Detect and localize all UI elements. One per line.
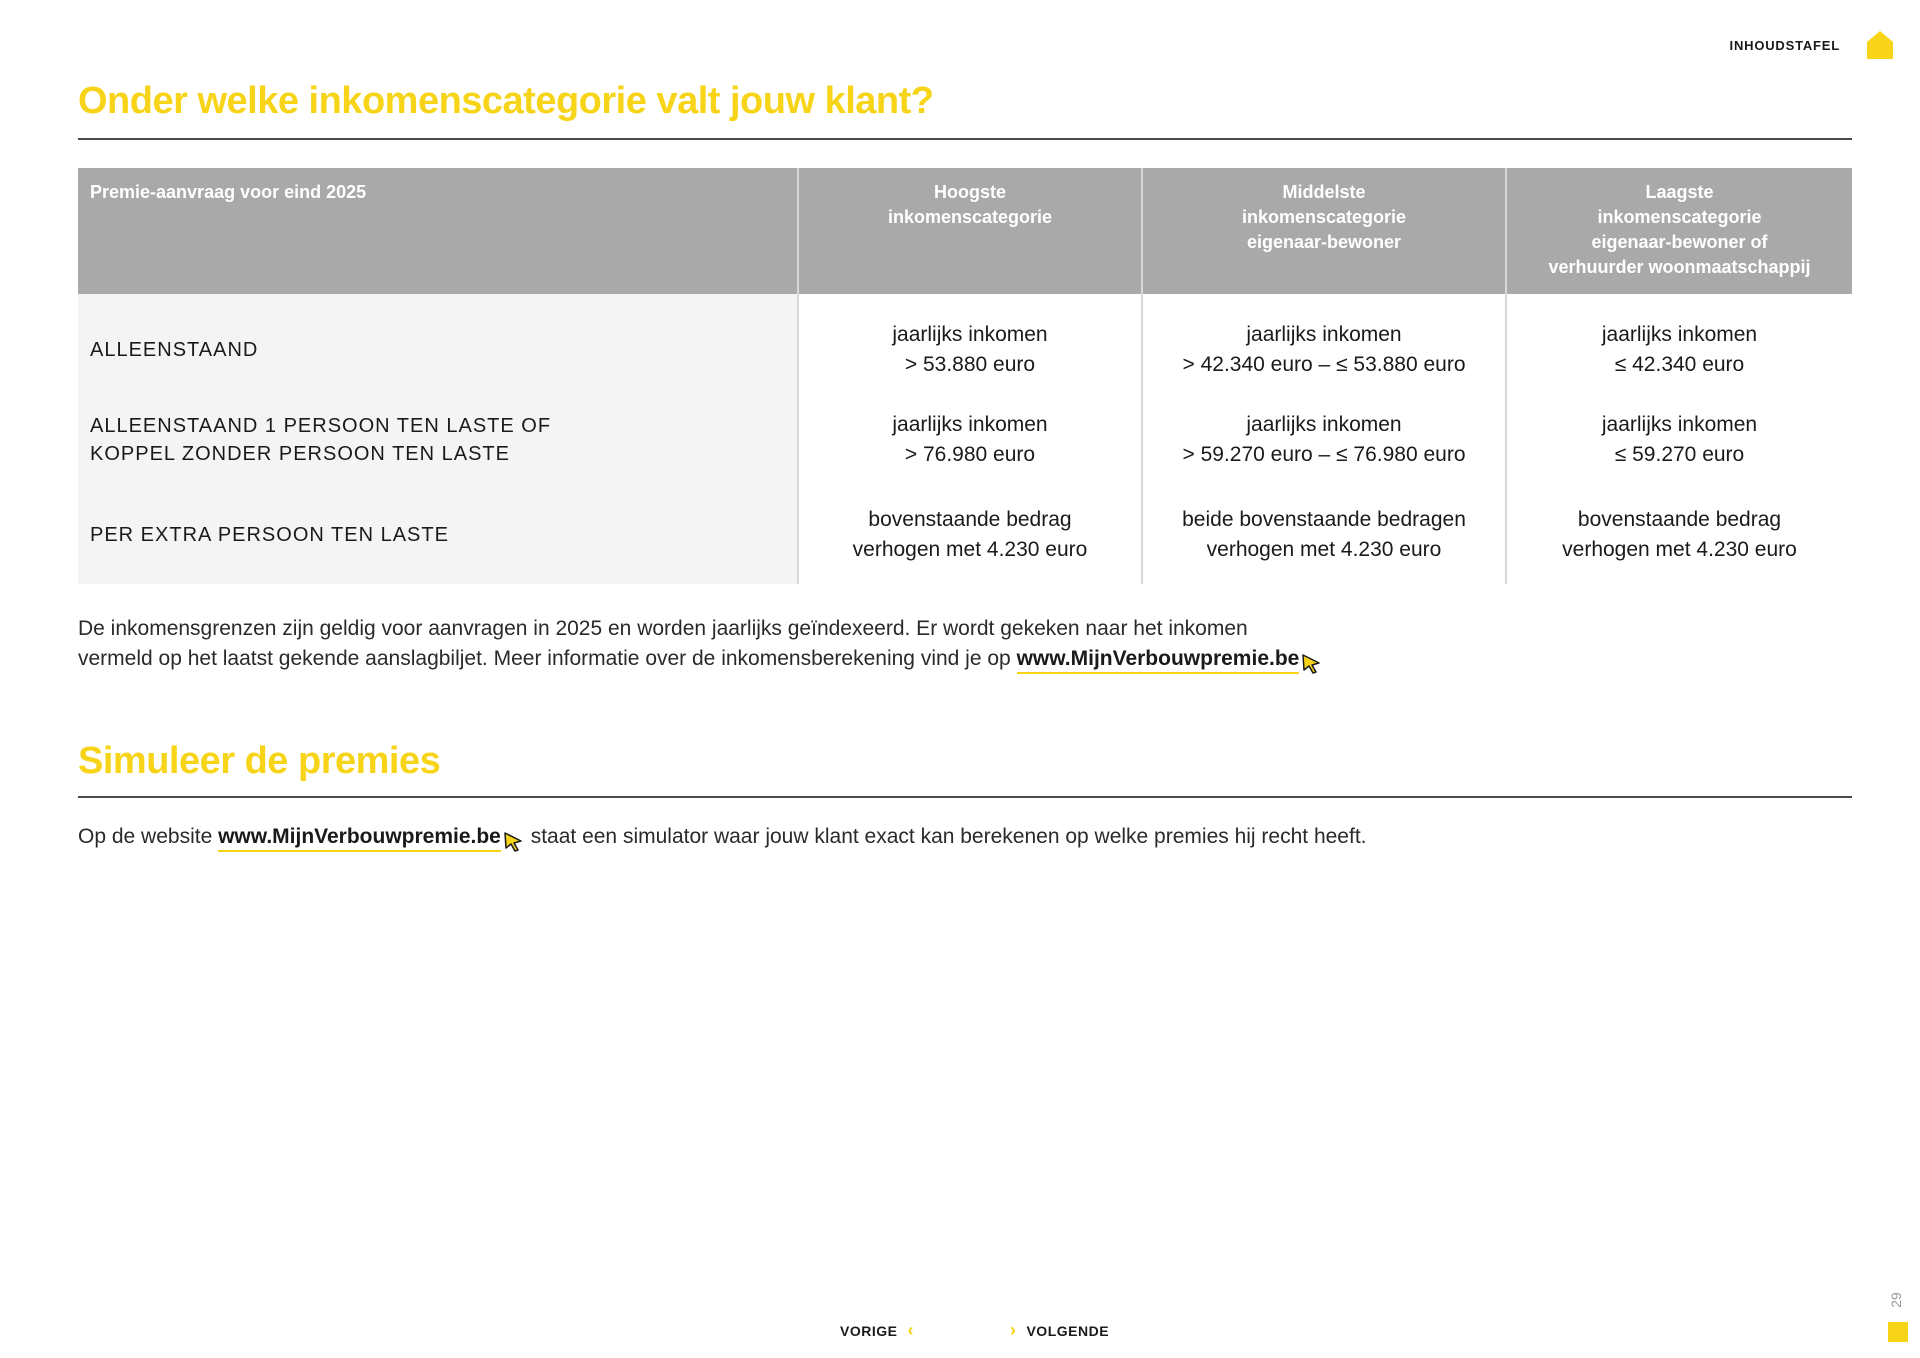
cell-line: eigenaar-bewoner — [1246, 232, 1402, 252]
verbouwpremie-link[interactable]: www.MijnVerbouwpremie.be — [218, 825, 501, 852]
table-cell — [1142, 486, 1506, 584]
cell-line: ≤ 42.340 euro — [1614, 353, 1745, 376]
table-header-cell — [1142, 168, 1506, 294]
cell-line: > 59.270 euro – ≤ 76.980 euro — [1182, 443, 1466, 466]
cell-line: ≤ 59.270 euro — [1614, 443, 1745, 466]
table-cell — [1506, 294, 1852, 394]
table-cell — [1142, 294, 1506, 394]
chevron-right-icon: › — [1009, 1320, 1017, 1340]
table-cell — [1506, 394, 1852, 486]
cell-line: bovenstaande bedrag — [1577, 508, 1782, 531]
table-row — [78, 294, 1852, 394]
chevron-left-icon: ‹ — [907, 1320, 914, 1340]
income-note — [78, 614, 1778, 684]
table-cell — [798, 486, 1142, 584]
cell-line: jaarlijks inkomen — [1246, 413, 1402, 436]
cell-line: verhogen met 4.230 euro — [1562, 538, 1797, 561]
table-header-row — [78, 168, 1852, 294]
row-label — [78, 394, 798, 486]
cell-line: jaarlijks inkomen — [1601, 323, 1758, 346]
cell-line: KOPPEL ZONDER PERSOON TEN LASTE — [90, 443, 510, 465]
simulator-text-prefix: Op de website — [78, 825, 219, 848]
cell-line: ALLEENSTAAND — [90, 339, 259, 361]
previous-label: VORIGE — [840, 1322, 898, 1339]
note-line-2: vermeld op het laatst gekende aanslagbiljet. Meer informatie over de inkomensberekening vind je op — [78, 647, 1017, 670]
simulator-text-suffix: staat een simulator waar jouw klant exact kan berekenen op welke premies hij recht heeft. — [524, 825, 1367, 848]
cell-line: bovenstaande bedrag — [868, 508, 1072, 531]
cell-line: inkomenscategorie — [1597, 207, 1762, 227]
title-divider — [78, 138, 1852, 140]
cell-line: Premie-aanvraag voor eind 2025 — [90, 182, 367, 202]
cell-line: > 76.980 euro — [904, 443, 1036, 466]
page-marker — [1888, 1322, 1908, 1342]
cell-line: PER EXTRA PERSOON TEN LASTE — [90, 524, 449, 546]
pointer-cursor-icon — [1301, 653, 1323, 684]
income-table — [78, 168, 1852, 584]
cell-line: inkomenscategorie — [887, 207, 1053, 227]
top-nav — [1730, 30, 1894, 60]
cell-line: Laagste — [1645, 182, 1714, 202]
toc-link[interactable]: INHOUDSTAFEL — [1729, 37, 1840, 53]
table-cell — [1142, 394, 1506, 486]
verbouwpremie-link[interactable]: www.MijnVerbouwpremie.be — [1017, 647, 1300, 674]
cell-line: verhogen met 4.230 euro — [852, 538, 1088, 561]
title-divider — [78, 796, 1852, 798]
table-cell — [798, 294, 1142, 394]
cell-line: inkomenscategorie — [1241, 207, 1407, 227]
cell-line: Middelste — [1282, 182, 1366, 202]
cell-line: jaarlijks inkomen — [1246, 323, 1402, 346]
table-header-cell — [1506, 168, 1852, 294]
table-cell — [798, 394, 1142, 486]
section-title-income: Onder welke inkomenscategorie valt jouw klant? — [78, 80, 934, 122]
cell-line: jaarlijks inkomen — [892, 413, 1048, 436]
cell-line: ALLEENSTAAND 1 PERSOON TEN LASTE OF — [90, 415, 552, 437]
table-header-cell — [78, 168, 798, 294]
table-row — [78, 394, 1852, 486]
note-line-1: De inkomensgrenzen zijn geldig voor aanvragen in 2025 en worden jaarlijks geïndexeerd. Er wordt gekeken naar het inkomen — [78, 617, 1248, 640]
table-cell — [1506, 486, 1852, 584]
cell-line: > 53.880 euro — [904, 353, 1036, 376]
cell-line: jaarlijks inkomen — [1601, 413, 1758, 436]
cell-line: verhogen met 4.230 euro — [1206, 538, 1442, 561]
next-label: VOLGENDE — [1026, 1322, 1110, 1339]
simulator-text — [78, 822, 1778, 862]
previous-button[interactable] — [840, 1320, 914, 1341]
pointer-cursor-icon — [503, 831, 525, 862]
row-label — [78, 294, 798, 394]
page-number: 29 — [1888, 1292, 1905, 1308]
home-icon[interactable] — [1866, 30, 1894, 60]
cell-line: eigenaar-bewoner of — [1591, 232, 1768, 252]
cell-line: Hoogste — [934, 182, 1006, 202]
table-header-cell — [798, 168, 1142, 294]
cell-line: beide bovenstaande bedragen — [1182, 508, 1466, 531]
cell-line: verhuurder woonmaatschappij — [1548, 257, 1811, 277]
cell-line: jaarlijks inkomen — [892, 323, 1048, 346]
section-title-simulate: Simuleer de premies — [78, 740, 441, 782]
next-button[interactable] — [1010, 1320, 1109, 1341]
table-row — [78, 486, 1852, 584]
footer-nav — [840, 1320, 1109, 1341]
row-label — [78, 486, 798, 584]
cell-line: > 42.340 euro – ≤ 53.880 euro — [1182, 353, 1466, 376]
